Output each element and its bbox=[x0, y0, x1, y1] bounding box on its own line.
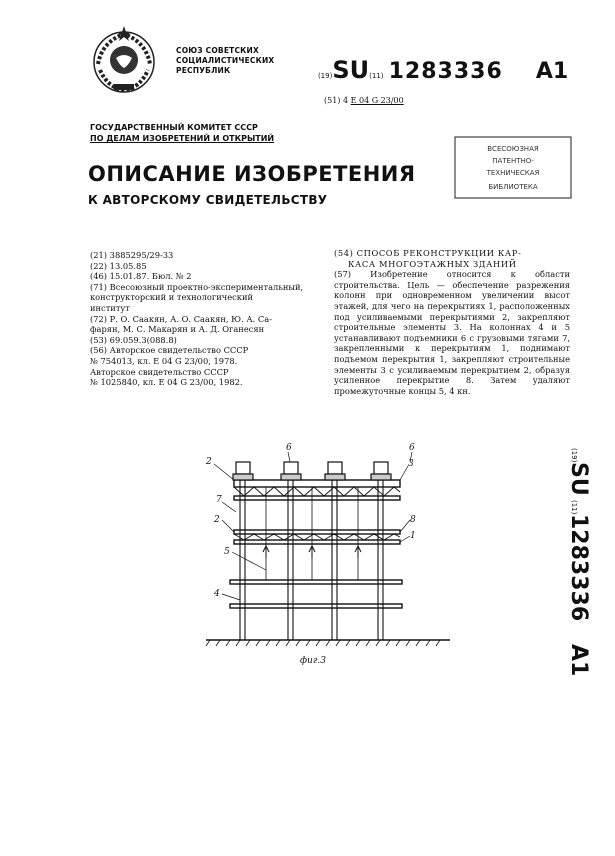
side-kind: A1 bbox=[566, 644, 591, 677]
figure-label: 5 bbox=[224, 547, 230, 557]
biblio-line: фарян, М. С. Макарян и А. Д. Оганесян bbox=[90, 324, 265, 335]
side-code: (11) bbox=[570, 500, 578, 515]
figure-label: 6 bbox=[286, 443, 292, 453]
publication-number bbox=[318, 56, 568, 84]
side-country: SU bbox=[566, 462, 591, 496]
document-subtitle: К АВТОРСКОМУ СВИДЕТЕЛЬСТВУ bbox=[88, 193, 328, 207]
abstract-title: (54) СПОСОБ РЕКОНСТРУКЦИИ КАР- bbox=[334, 248, 522, 258]
figure-label: 2 bbox=[206, 457, 212, 467]
biblio-line: № 1025840, кл. Е 04 G 23/00, 1982. bbox=[90, 377, 243, 388]
pub-number: 1283336 bbox=[388, 59, 503, 84]
biblio-line: конструкторский и технологический bbox=[90, 292, 254, 303]
stamp-line: ТЕХНИЧЕСКАЯ bbox=[486, 169, 540, 177]
stamp-line: ВСЕСОЮЗНАЯ bbox=[487, 145, 539, 153]
stamp-line: ПАТЕНТНО- bbox=[492, 157, 534, 165]
abstract-text: (57) Изобретение относится к области строительства. Цель — обеспечение разрежения колонн при одновременном увеличении высот этажей, для чего на перекрытиях 1, расположенных под усиливаемыми перекрытиями 2, закрепляют строительные элементы 3. На колоннах 4 и 5 устанавливают подъемники 6 с грузовыми тягами 7, закрепленными к перекрытиям 1, поднимают подъемом перекрытия 1, закрепляют строительные элементы 3 с усиливаемым перекрытием 2, образуя усиленное перекрытие 8. Затем удаляют промежуточные концы 5, 4 кн. bbox=[334, 269, 570, 396]
figure-label: 2 bbox=[214, 515, 220, 525]
org-line: СОЮЗ СОВЕТСКИХ bbox=[176, 46, 259, 55]
technical-drawing bbox=[200, 440, 460, 670]
biblio-line: Авторское свидетельство СССР bbox=[90, 366, 229, 377]
abstract-title: КАСА МНОГОЭТАЖНЫХ ЗДАНИЙ bbox=[348, 258, 517, 269]
org-line: РЕСПУБЛИК bbox=[176, 66, 231, 75]
bibliographic-data bbox=[90, 250, 322, 388]
figure-label: 8 bbox=[410, 515, 416, 525]
pub-kind: A1 bbox=[535, 59, 569, 84]
org-line: СОЦИАЛИСТИЧЕСКИХ bbox=[176, 56, 275, 65]
committee-name bbox=[90, 122, 274, 144]
class-code: (51) 4 bbox=[324, 96, 349, 105]
biblio-line: № 754013, кл. Е 04 G 23/00, 1978. bbox=[90, 355, 238, 366]
biblio-line: (71) Всесоюзный проектно-экспериментальный, bbox=[90, 281, 304, 292]
biblio-line: (21) 3885295/29-33 bbox=[90, 250, 174, 260]
class-value: E 04 G 23/00 bbox=[350, 96, 404, 105]
biblio-line: (46) 15.01.87. Бюл. № 2 bbox=[90, 271, 192, 282]
library-stamp bbox=[453, 135, 573, 200]
committee-line: ПО ДЕЛАМ ИЗОБРЕТЕНИЙ И ОТКРЫТИЙ bbox=[90, 134, 275, 143]
pub-prefix-code: (19) bbox=[318, 72, 333, 80]
figure-caption: фиг.3 bbox=[300, 656, 326, 666]
biblio-line: (22) 13.05.85 bbox=[90, 260, 147, 271]
pub-num-code: (11) bbox=[369, 72, 384, 80]
side-code: (19) bbox=[570, 448, 578, 463]
figure-label: 7 bbox=[216, 495, 222, 505]
state-emblem-icon bbox=[88, 24, 160, 96]
side-number: 1283336 bbox=[566, 514, 591, 622]
biblio-line: институт bbox=[90, 302, 130, 313]
figure-label: 3 bbox=[408, 459, 414, 469]
document-title: ОПИСАНИЕ ИЗОБРЕТЕНИЯ bbox=[88, 162, 416, 186]
abstract bbox=[334, 248, 570, 396]
side-publication-number bbox=[560, 448, 608, 708]
classification bbox=[324, 96, 404, 105]
stamp-line: БИБЛИОТЕКА bbox=[488, 183, 538, 191]
biblio-line: (53) 69.059.3(088.8) bbox=[90, 334, 177, 345]
biblio-line: (56) Авторское свидетельство СССР bbox=[90, 345, 249, 356]
figure-label: 6 bbox=[409, 443, 415, 453]
committee-line: ГОСУДАРСТВЕННЫЙ КОМИТЕТ СССР bbox=[90, 123, 258, 132]
biblio-line: (72) Р. О. Саакян, А. О. Саакян, Ю. А. Са- bbox=[90, 313, 273, 324]
figure-label: 1 bbox=[410, 531, 416, 541]
country-name bbox=[176, 46, 274, 76]
pub-country: SU bbox=[332, 56, 370, 84]
figure-label: 4 bbox=[214, 589, 220, 599]
